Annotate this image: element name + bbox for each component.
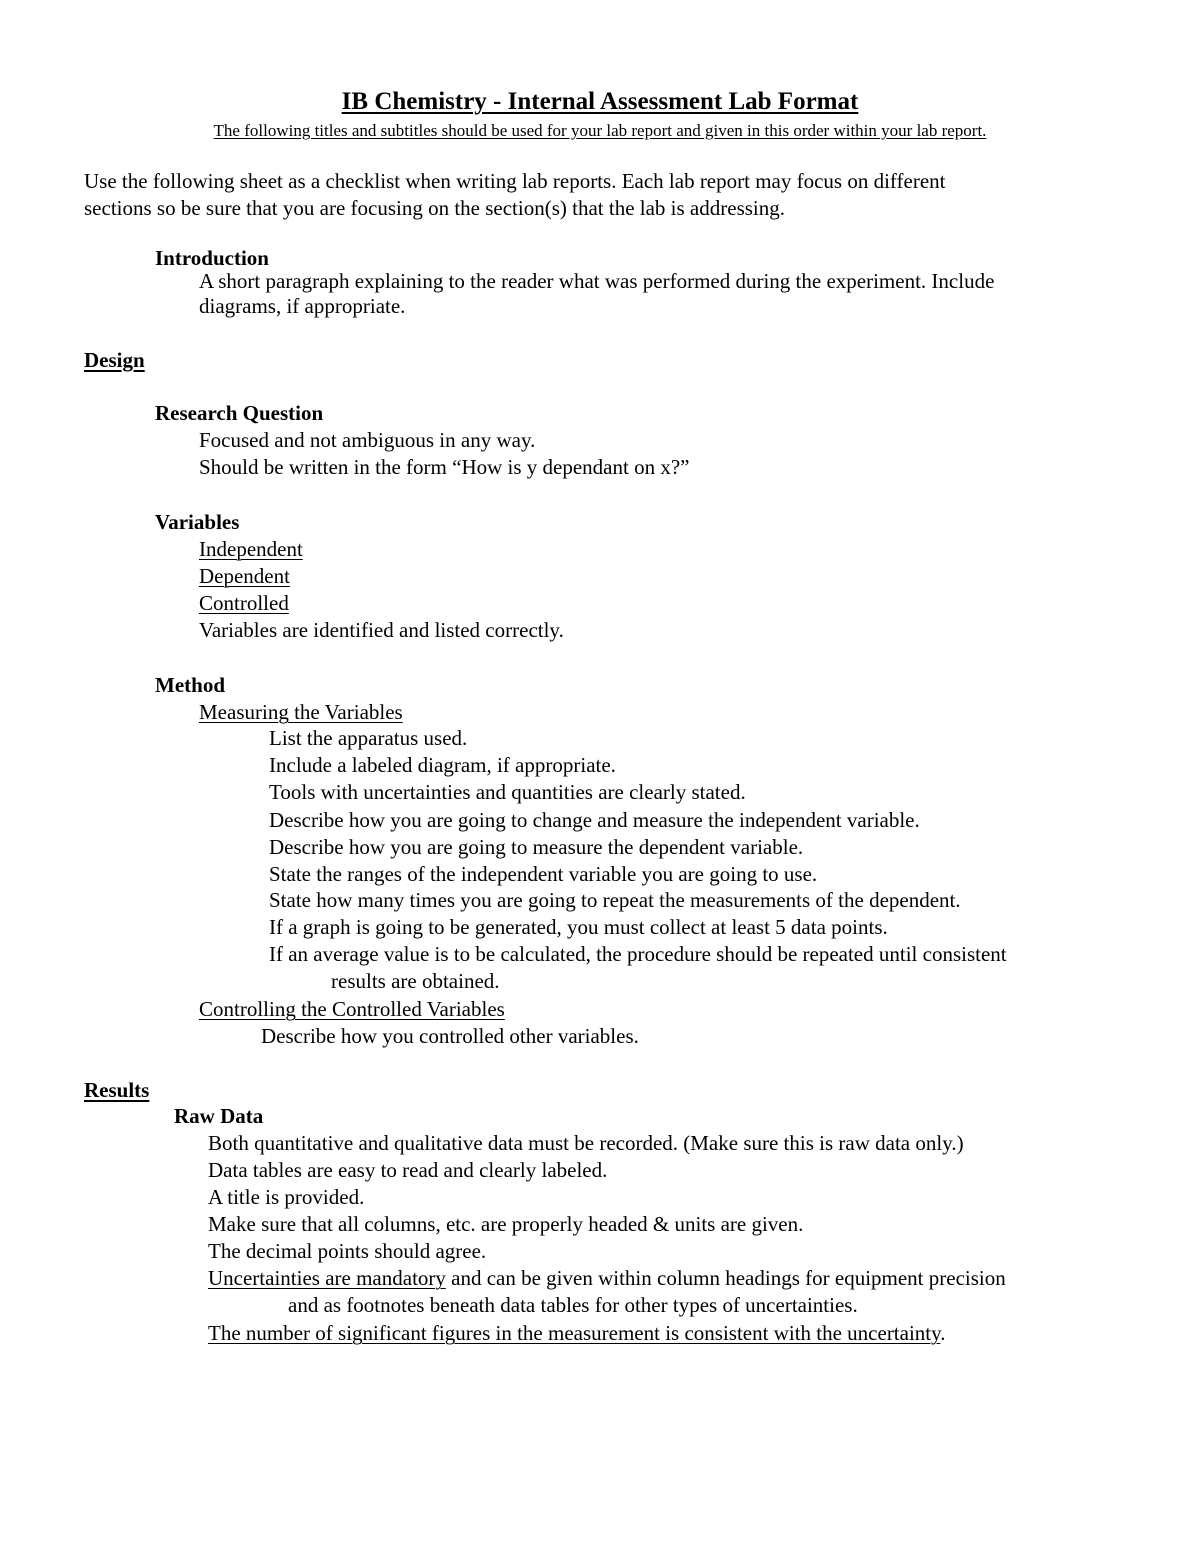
sig-figs-period: . xyxy=(940,1321,946,1345)
intro-paragraph-line-2: sections so be sure that you are focusing on the section(s) that the lab is addressing. xyxy=(84,196,785,220)
measuring-item: If a graph is going to be generated, you must collect at least 5 data points. xyxy=(269,915,888,939)
measuring-item: Include a labeled diagram, if appropriate. xyxy=(269,753,616,777)
raw-data-heading: Raw Data xyxy=(174,1104,264,1128)
design-heading: Design xyxy=(84,348,145,372)
research-question-item: Focused and not ambiguous in any way. xyxy=(199,428,536,452)
introduction-line-1: A short paragraph explaining to the reader what was performed during the experiment. Include xyxy=(199,269,995,293)
controlling-variables-heading: Controlling the Controlled Variables xyxy=(199,997,505,1021)
uncertainties-mandatory-text: Uncertainties are mandatory xyxy=(208,1266,446,1290)
method-heading: Method xyxy=(155,673,225,697)
measuring-item: Describe how you are going to measure the dependent variable. xyxy=(269,835,804,859)
intro-paragraph-line-1: Use the following sheet as a checklist when writing lab reports. Each lab report may focus on different xyxy=(84,169,946,193)
sig-figs-line xyxy=(208,1320,946,1347)
measuring-item: List the apparatus used. xyxy=(269,726,468,750)
raw-data-item: Both quantitative and qualitative data must be recorded. (Make sure this is raw data only.) xyxy=(208,1131,964,1155)
measuring-variables-heading: Measuring the Variables xyxy=(199,700,403,724)
variable-independent: Independent xyxy=(199,537,303,561)
uncertainties-rest-text: and can be given within column headings for equipment precision xyxy=(445,1266,1006,1290)
raw-data-item: Make sure that all columns, etc. are properly headed & units are given. xyxy=(208,1212,804,1236)
uncertainties-continuation: and as footnotes beneath data tables for other types of uncertainties. xyxy=(288,1293,858,1317)
raw-data-item: A title is provided. xyxy=(208,1185,365,1209)
page-subtitle: The following titles and subtitles should be used for your lab report and given in this order within your lab report. xyxy=(213,121,987,140)
research-question-heading: Research Question xyxy=(155,401,324,425)
measuring-item: State how many times you are going to repeat the measurements of the dependent. xyxy=(269,888,961,912)
controlling-item: Describe how you controlled other variables. xyxy=(261,1024,639,1048)
measuring-item: State the ranges of the independent variable you are going to use. xyxy=(269,862,818,886)
introduction-line-2: diagrams, if appropriate. xyxy=(199,294,406,318)
raw-data-item: Data tables are easy to read and clearly labeled. xyxy=(208,1158,608,1182)
page-title: IB Chemistry - Internal Assessment Lab Format xyxy=(341,88,859,115)
results-heading: Results xyxy=(84,1078,150,1102)
sig-figs-text: The number of significant figures in the measurement is consistent with the uncertainty xyxy=(208,1321,941,1345)
variables-heading: Variables xyxy=(155,510,240,534)
introduction-heading: Introduction xyxy=(155,246,269,270)
variable-dependent: Dependent xyxy=(199,564,290,588)
raw-data-item: The decimal points should agree. xyxy=(208,1239,487,1263)
measuring-item: Describe how you are going to change and measure the independent variable. xyxy=(269,808,920,832)
measuring-item-continuation: results are obtained. xyxy=(331,969,500,993)
variables-note: Variables are identified and listed correctly. xyxy=(199,618,564,642)
variable-controlled: Controlled xyxy=(199,591,289,615)
measuring-item: If an average value is to be calculated, the procedure should be repeated until consistent xyxy=(269,942,1007,966)
uncertainties-line xyxy=(208,1265,1006,1292)
research-question-item: Should be written in the form “How is y dependant on x?” xyxy=(199,455,690,479)
measuring-item: Tools with uncertainties and quantities are clearly stated. xyxy=(269,780,746,804)
